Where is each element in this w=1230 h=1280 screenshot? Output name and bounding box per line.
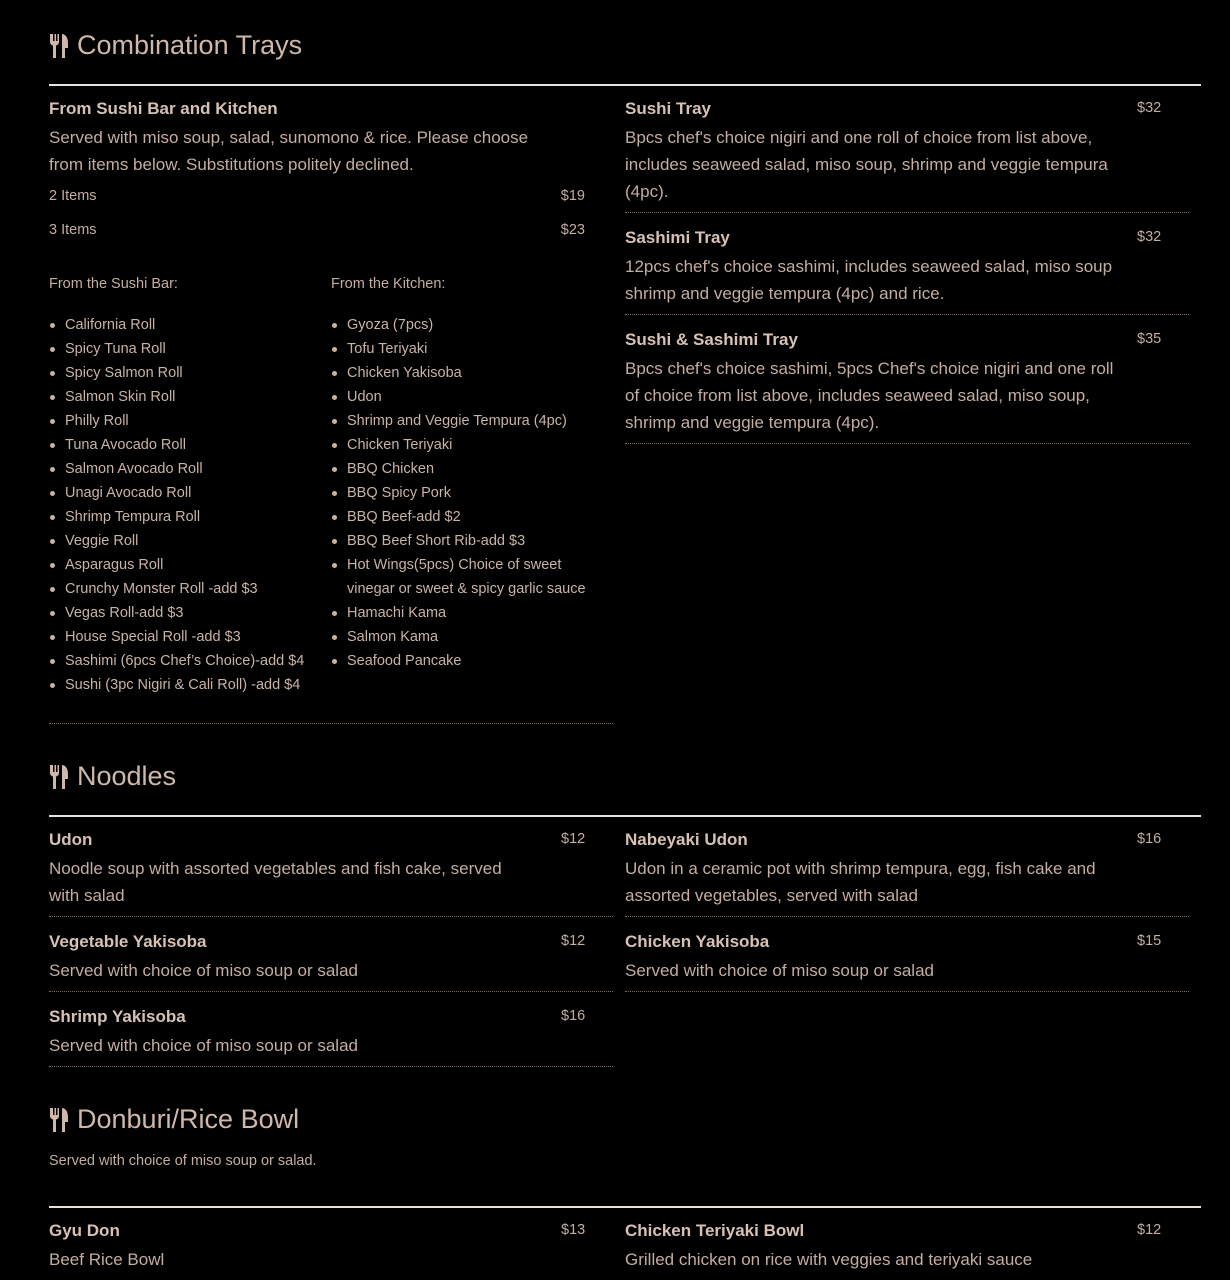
item-price: $12 <box>1137 1222 1162 1238</box>
item-title: Chicken Teriyaki Bowl <box>625 1221 805 1240</box>
list-item: House Special Roll -add $3 <box>49 625 319 649</box>
price-row-label: 2 Items <box>49 188 97 204</box>
list-item: Tuna Avocado Roll <box>49 433 319 457</box>
list-item: Tofu Teriyaki <box>331 337 593 361</box>
item-description: Served with choice of miso soup or salad <box>49 961 358 980</box>
section-header-combination <box>49 30 302 61</box>
list-item: Udon <box>331 385 593 409</box>
utensils-icon <box>49 1107 69 1133</box>
list-item: Hot Wings(5pcs) Choice of sweet vinegar or sweet & spicy garlic sauce <box>331 553 593 601</box>
list-item: Gyoza (7pcs) <box>331 313 593 337</box>
list-item: Spicy Tuna Roll <box>49 337 319 361</box>
menu-item-sashimi-tray <box>625 227 1189 315</box>
list-item: BBQ Spicy Pork <box>331 481 593 505</box>
menu-item-chicken-teriyaki-bowl <box>625 1220 1189 1280</box>
price-row-label: 3 Items <box>49 222 97 238</box>
item-title: Udon <box>49 830 93 849</box>
list-item: Seafood Pancake <box>331 649 593 673</box>
list-item: Spicy Salmon Roll <box>49 361 319 385</box>
item-description: Served with miso soup, salad, sunomono & rice. Please choose from items below. Substitutions politely declined. <box>49 128 529 174</box>
item-price: $15 <box>1137 933 1162 949</box>
item-price: $16 <box>1137 831 1162 847</box>
item-title: Nabeyaki Udon <box>625 830 748 849</box>
menu-item-shrimp-yakisoba <box>49 1006 613 1067</box>
item-title: Sushi & Sashimi Tray <box>625 330 798 349</box>
item-title: Chicken Yakisoba <box>625 932 770 951</box>
item-price: $32 <box>1137 100 1162 116</box>
list-item: Sushi (3pc Nigiri & Cali Roll) -add $4 <box>49 673 319 697</box>
price-row-price: $23 <box>560 222 585 238</box>
item-price: $35 <box>1137 331 1162 347</box>
list-item: BBQ Beef-add $2 <box>331 505 593 529</box>
price-row-2-items <box>49 188 585 204</box>
list-item: Asparagus Roll <box>49 553 319 577</box>
item-description: Beef Rice Bowl <box>49 1250 165 1269</box>
list-item: Hamachi Kama <box>331 601 593 625</box>
item-price: $32 <box>1137 229 1162 245</box>
item-description: Udon in a ceramic pot with shrimp tempura, egg, fish cake and assorted vegetables, served with salad <box>625 859 1096 905</box>
section-header-donburi <box>49 1104 299 1135</box>
section-title: Combination Trays <box>77 30 303 60</box>
sushi-bar-heading: From the Sushi Bar: <box>49 276 178 292</box>
item-price: $12 <box>561 831 586 847</box>
item-description: Bpcs chef's choice nigiri and one roll of choice from list above, includes seaweed salad, miso soup, shrimp and veggie tempura (4pc). <box>625 128 1108 201</box>
kitchen-list <box>331 313 593 673</box>
section-divider <box>49 815 1201 817</box>
section-title: Donburi/Rice Bowl <box>77 1104 300 1134</box>
list-item: Veggie Roll <box>49 529 319 553</box>
list-item: Philly Roll <box>49 409 319 433</box>
menu-item-vegetable-yakisoba <box>49 931 613 992</box>
list-item: Vegas Roll-add $3 <box>49 601 319 625</box>
utensils-icon <box>49 764 69 790</box>
section-note: Served with choice of miso soup or salad. <box>49 1153 317 1169</box>
menu-item-udon <box>49 829 613 917</box>
kitchen-heading: From the Kitchen: <box>331 276 446 292</box>
item-title: Gyu Don <box>49 1221 120 1240</box>
item-description: Bpcs chef's choice sashimi, 5pcs Chef's choice nigiri and one roll of choice from list above, includes seaweed salad, miso soup, shrimp and veggie tempura (4pc). <box>625 359 1114 432</box>
item-description: Served with choice of miso soup or salad <box>625 961 934 980</box>
item-title: From Sushi Bar and Kitchen <box>49 99 278 118</box>
list-item: Chicken Teriyaki <box>331 433 593 457</box>
section-title: Noodles <box>77 761 177 791</box>
item-description: 12pcs chef's choice sashimi, includes seaweed salad, miso soup shrimp and veggie tempura (4pc) and rice. <box>625 257 1113 303</box>
section-header-noodles <box>49 761 176 792</box>
item-price: $12 <box>561 933 586 949</box>
list-item: BBQ Beef Short Rib-add $3 <box>331 529 593 553</box>
menu-item-gyu-don <box>49 1220 613 1280</box>
list-item: Unagi Avocado Roll <box>49 481 319 505</box>
list-item: Shrimp Tempura Roll <box>49 505 319 529</box>
list-item: Shrimp and Veggie Tempura (4pc) <box>331 409 593 433</box>
list-item: Salmon Skin Roll <box>49 385 319 409</box>
item-price: $16 <box>561 1008 586 1024</box>
item-title: Vegetable Yakisoba <box>49 932 207 951</box>
item-description: Noodle soup with assorted vegetables and fish cake, served with salad <box>49 859 502 905</box>
item-title: Shrimp Yakisoba <box>49 1007 186 1026</box>
price-row-3-items <box>49 222 585 238</box>
price-row-price: $19 <box>560 188 585 204</box>
menu-item-nabeyaki-udon <box>625 829 1189 917</box>
menu-item-sushi-sashimi-tray <box>625 329 1189 444</box>
list-item: BBQ Chicken <box>331 457 593 481</box>
list-item: California Roll <box>49 313 319 337</box>
utensils-icon <box>49 33 69 59</box>
section-divider <box>49 84 1201 86</box>
list-item: Chicken Yakisoba <box>331 361 593 385</box>
list-item: Salmon Kama <box>331 625 593 649</box>
item-description: Served with choice of miso soup or salad <box>49 1036 358 1055</box>
item-description: Grilled chicken on rice with veggies and teriyaki sauce <box>625 1250 1033 1269</box>
item-price: $13 <box>561 1222 586 1238</box>
menu-item-sushi-bar-kitchen <box>49 98 613 724</box>
item-title: Sashimi Tray <box>625 228 730 247</box>
list-item: Sashimi (6pcs Chef’s Choice)-add $4 <box>49 649 319 673</box>
menu-item-sushi-tray <box>625 98 1189 213</box>
section-divider <box>49 1206 1201 1208</box>
list-item: Crunchy Monster Roll -add $3 <box>49 577 319 601</box>
list-item: Salmon Avocado Roll <box>49 457 319 481</box>
menu-item-chicken-yakisoba <box>625 931 1189 992</box>
sushi-bar-list <box>49 313 319 697</box>
item-title: Sushi Tray <box>625 99 711 118</box>
